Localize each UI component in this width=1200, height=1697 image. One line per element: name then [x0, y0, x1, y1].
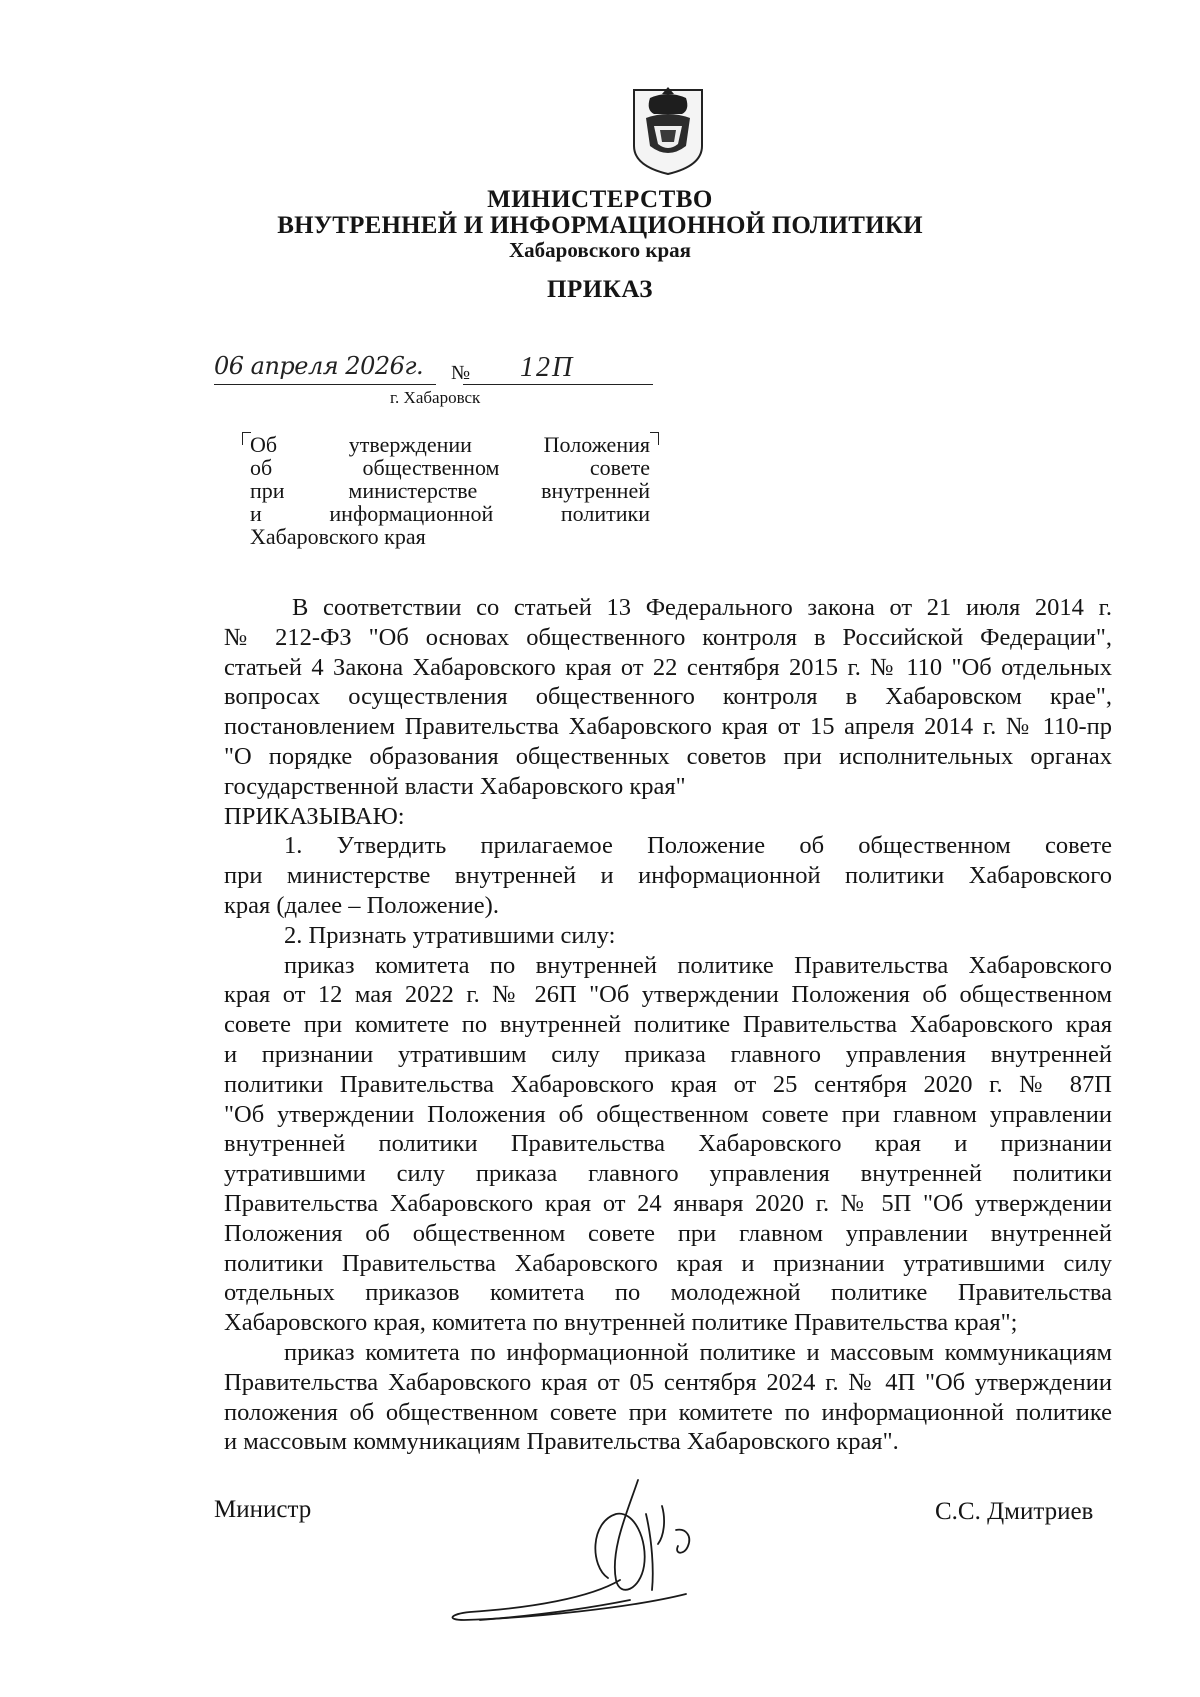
- document-body: [224, 593, 1112, 1457]
- item2-sub1-line: края от 12 мая 2022 г. № 26П "Об утверждении Положения об общественном: [224, 981, 1112, 1009]
- handwritten-signature: [440, 1470, 770, 1640]
- item2-sub1-line: политики Правительства Хабаровского края и признании утратившими силу: [224, 1249, 1112, 1277]
- item2-sub1-line: внутренней политики Правительства Хабаровского края и признании: [224, 1130, 1112, 1158]
- date-underline: [214, 384, 436, 385]
- ministry-title: МИНИСТЕРСТВО: [487, 186, 713, 213]
- preamble-line: государственной власти Хабаровского края": [224, 772, 686, 800]
- subject-line: Хабаровского края: [250, 524, 426, 549]
- item2-sub1-line: Положения об общественном совете при главном управлении внутренней: [224, 1219, 1112, 1247]
- preamble-line: статьей 4 Закона Хабаровского края от 22 сентября 2015 г. № 110 "Об отдельных: [224, 653, 1112, 681]
- item1-line: края (далее – Положение).: [224, 891, 499, 919]
- item2-sub2-line: Правительства Хабаровского края от 05 сентября 2024 г. № 4П "Об утверждении: [224, 1368, 1112, 1396]
- item2-sub2-line: и массовым коммуникациям Правительства Хабаровского края".: [224, 1428, 899, 1456]
- document-subject: [250, 433, 650, 548]
- preamble-line: № 212-ФЗ "Об основах общественного контроля в Российской Федерации",: [224, 623, 1112, 651]
- item2-sub1-line: и признании утратившим силу приказа главного управления внутренней: [224, 1040, 1112, 1068]
- item2-title: 2. Признать утратившими силу:: [284, 921, 616, 949]
- subject-line: и информационной политики: [250, 501, 650, 526]
- city-label: г. Хабаровск: [390, 388, 481, 407]
- subject-line: при министерстве внутренней: [250, 478, 650, 503]
- item2-sub1-line: приказ комитета по внутренней политике Правительства Хабаровского: [284, 951, 1112, 979]
- number-label: №: [451, 362, 471, 384]
- handwritten-date: 06 апреля 2026г.: [214, 352, 424, 380]
- item2-sub1-line: политики Правительства Хабаровского края от 25 сентября 2020 г. № 87П: [224, 1070, 1112, 1098]
- coat-of-arms-emblem: [628, 84, 708, 176]
- subject-line: об общественном совете: [250, 455, 650, 480]
- item2-sub1-line: совете при комитете по внутренней политике Правительства Хабаровского края: [224, 1011, 1112, 1039]
- number-underline: [463, 384, 653, 385]
- item2-sub1-line: Хабаровского края, комитета по внутренней политике Правительства края";: [224, 1309, 1018, 1337]
- order-word: ПРИКАЗЫВАЮ:: [224, 802, 405, 830]
- item1-line: 1. Утвердить прилагаемое Положение об общественном совете: [284, 832, 1112, 860]
- preamble-line: вопросах осуществления общественного контроля в Хабаровском крае",: [224, 683, 1112, 711]
- item2-sub1-line: Правительства Хабаровского края от 24 января 2020 г. № 5П "Об утверждении: [224, 1189, 1112, 1217]
- subject-line: Об утверждении Положения: [250, 432, 650, 457]
- ministry-full-name: ВНУТРЕННЕЙ И ИНФОРМАЦИОННОЙ ПОЛИТИКИ: [277, 212, 923, 239]
- preamble-line: "О порядке образования общественных советов при исполнительных органах: [224, 742, 1112, 770]
- region-name: Хабаровского края: [509, 238, 691, 262]
- signatory-title: Министр: [214, 1496, 312, 1523]
- item2-sub2-line: приказ комитета по информационной политике и массовым коммуникациям: [284, 1338, 1112, 1366]
- signatory-name: С.С. Дмитриев: [935, 1498, 1094, 1525]
- item2-sub1-line: отдельных приказов комитета по молодежной политике Правительства: [224, 1279, 1112, 1307]
- item2-sub2-line: положения об общественном совете при комитете по информационной политике: [224, 1398, 1112, 1426]
- item2-sub1-line: утратившими силу приказа главного управления внутренней политики: [224, 1160, 1112, 1188]
- item2-sub1-line: "Об утверждении Положения об общественном совете при главном управлении: [224, 1100, 1112, 1128]
- preamble-line: В соответствии со статьей 13 Федерального закона от 21 июля 2014 г.: [292, 594, 1112, 621]
- preamble-line: постановлением Правительства Хабаровского края от 15 апреля 2014 г. № 110-пр: [224, 713, 1112, 741]
- document-type: ПРИКАЗ: [547, 276, 653, 303]
- handwritten-order-number: 12П: [520, 352, 575, 383]
- subject-bracket-right: [650, 432, 659, 445]
- item1-line: при министерстве внутренней и информационной политики Хабаровского: [224, 862, 1112, 890]
